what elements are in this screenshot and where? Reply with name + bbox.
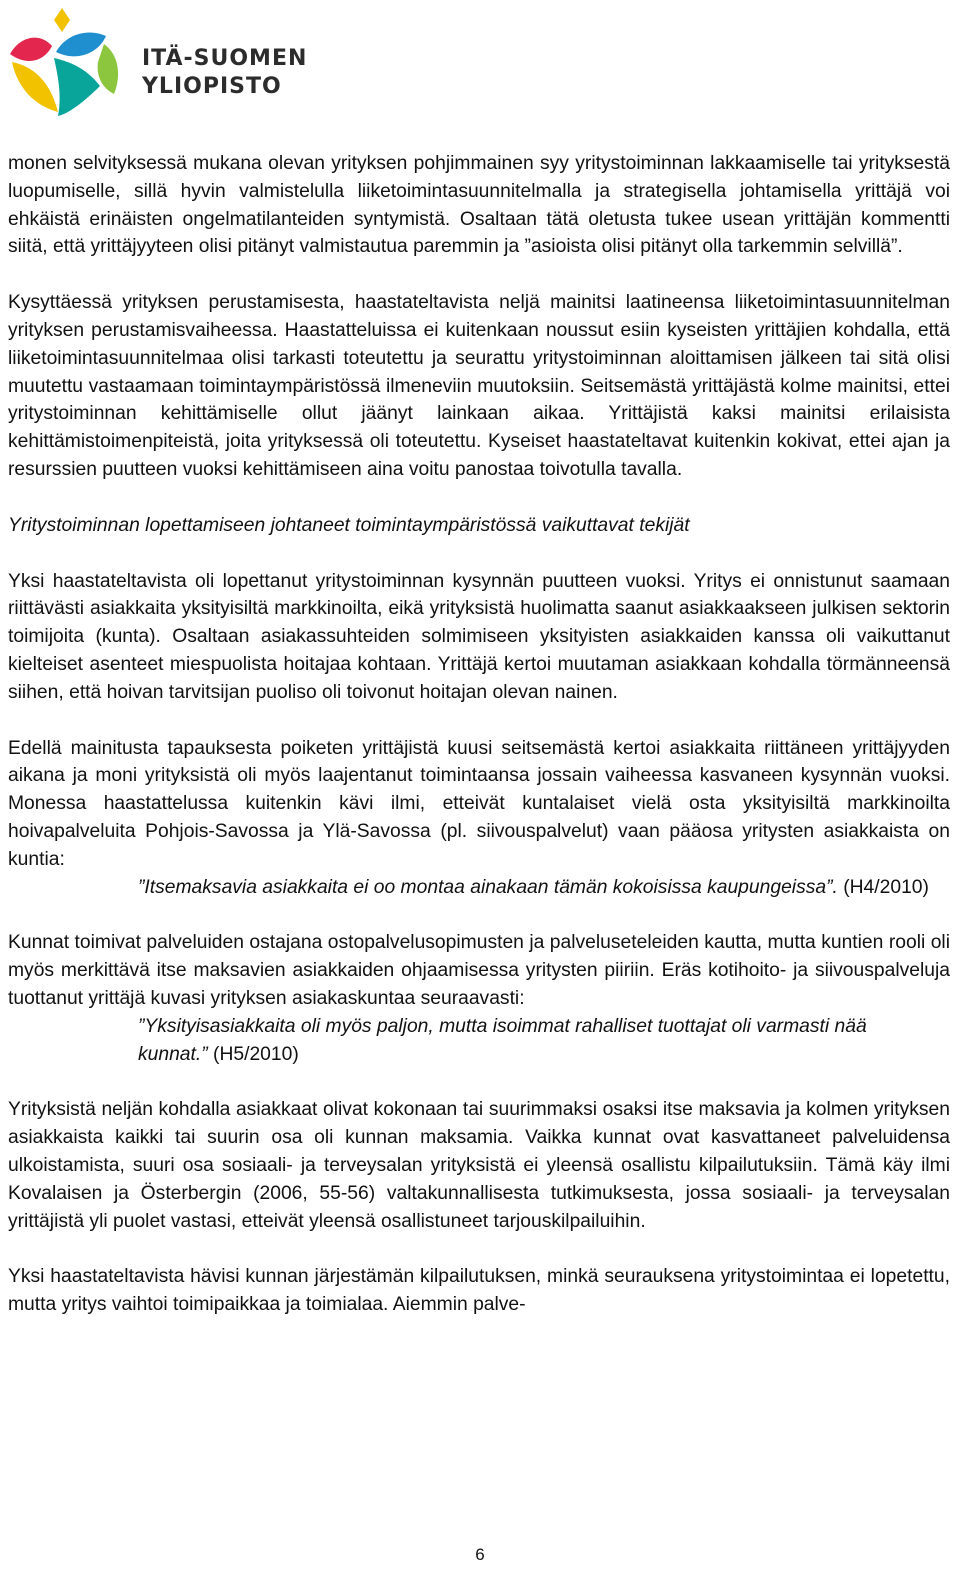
quote-2 — [138, 1013, 950, 1069]
quote-1 — [138, 874, 950, 902]
paragraph-7: Yksi haastateltavista hävisi kunnan järjestämän kilpailutuksen, minkä seurauksena yritystoimintaa ei lopetettu, mutta yritys vaihtoi toimipaikkaa ja toimialaa. Aiemmin palve- — [8, 1266, 950, 1316]
section-heading: Yritystoiminnan lopettamiseen johtaneet toimintaympäristössä vaikuttavat tekijät — [8, 514, 690, 536]
paragraph-2: Kysyttäessä yrityksen perustamisesta, haastateltavista neljä mainitsi laatineensa liiketoimintasuunnitelman yrityksen perustamisvaiheessa. Haastatteluissa ei kuitenkaan noussut esiin kyseisten yrittäjien kohdalla, että liiketoimintasuunnitelmaa olisi tarkasti toteutettu ja seurattu yritystoiminnan aloittamisen jälkeen tai sitä olisi muutettu vastaamaan toimintaympäristössä ilmeneviin muutoksiin. Seitsemästä yrittäjästä kolme mainitsi, ettei yritystoiminnan kehittämiselle ollut jäänyt lainkaan aikaa. Yrittäjistä kaksi mainitsi erilaisista kehittämistoimenpiteistä, joita yrityksessä oli toteutettu. Kyseiset haastateltavat kuitenkin kokivat, ettei ajan ja resurssien puutteen vuoksi kehittämiseen aina voitu panostaa toivotulla tavalla. — [8, 292, 950, 480]
quote-1-text: ”Itsemaksavia asiakkaita ei oo montaa ainakaan tämän kokoisissa kaupungeissa”. — [138, 876, 838, 898]
paragraph-1: monen selvityksessä mukana olevan yrityksen pohjimmainen syy yritystoiminnan lakkaamiselle tai yrityksestä luopumiselle, sillä hyvin valmistelulla liiketoimintasuunnitelmalla ja strategisella johtamisella yrittäjä voi ehkäistä erinäisten ongelmatilanteiden syntymistä. Osaltaan tätä oletusta tukee usean yrittäjän kommentti siitä, että yrittäjyyteen olisi pitänyt valmistautua paremmin ja ”asioista olisi pitänyt olla tarkemmin selvillä”. — [8, 153, 950, 258]
paragraph-6: Yrityksistä neljän kohdalla asiakkaat olivat kokonaan tai suurimmaksi osaksi itse maksavia ja kolmen yrityksen asiakkaista kaikki tai suurin osa oli kunnan maksamia. Vaikka kunnat ovat kasvattaneet palveluidensa ulkoistamista, suuri osa sosiaali- ja terveysalan yrityksistä ei yleensä osallistu kilpailutuksiin. Tämä käy ilmi Kovalaisen ja Österbergin (2006, 55-56) valtakunnallisesta tutkimuksesta, jossa sosiaali- ja terveysalan yrittäjistä yli puolet vastasi, etteivät yleensä osallistuneet tarjouskilpailuihin. — [8, 1099, 950, 1232]
paragraph-4: Edellä mainitusta tapauksesta poiketen yrittäjistä kuusi seitsemästä kertoi asiakkaita riittäneen yrittäjyyden aikana ja moni yrityksistä oli myös laajentanut toimintaansa jossain vaiheessa kasvaneen kysynnän vuoksi. Monessa haastattelussa kuitenkin kävi ilmi, etteivät kuntalaiset vielä osta yksityisiltä markkinoilta hoivapalveluita Pohjois-Savossa ja Ylä-Savossa (pl. siivouspalvelut) vaan pääosa yritysten asiakkaista on kuntia: — [8, 737, 950, 870]
quote-2-reference: (H5/2010) — [207, 1043, 299, 1065]
university-logo — [6, 6, 336, 126]
page-number: 6 — [475, 1545, 485, 1564]
logo-emblem-icon — [6, 6, 136, 126]
paragraph-3: Yksi haastateltavista oli lopettanut yritystoiminnan kysynnän puutteen vuoksi. Yritys ei onnistunut saamaan riittävästi asiakkaita yksityisiltä markkinoilta, eikä yrityksistä huolimatta saanut asiakkaakseen julkisen sektorin toimijoita (kunta). Osaltaan asiakassuhteiden solmimiseen yksityisten asiakkaiden kanssa oli vaikuttanut kielteiset asenteet miespuolista hoitajaa kohtaan. Yrittäjä kertoi muutaman asiakkaan kohdalla törmänneensä siihen, että hoivan tarvitsijan puoliso oli toivonut hoitajan olevan nainen. — [8, 570, 950, 703]
document-body — [8, 150, 950, 1347]
paragraph-5: Kunnat toimivat palveluiden ostajana ostopalvelusopimusten ja palveluseteleiden kautta, mutta kuntien rooli oli myös merkittävä itse maksavien asiakkaiden ohjaamisessa yritysten piiriin. Eräs kotihoito- ja siivouspalveluja tuottanut yrittäjä kuvasi yrityksen asiakaskuntaa seuraavasti: — [8, 932, 950, 1009]
logo-text-line2: YLIOPISTO — [142, 74, 282, 99]
quote-1-reference: (H4/2010) — [837, 876, 929, 898]
quote-2-text: ”Yksityisasiakkaita oli myös paljon, mutta isoimmat rahalliset tuottajat oli varmasti nää kunnat.” — [138, 1015, 867, 1065]
logo-text-line1: ITÄ-SUOMEN — [142, 46, 308, 71]
